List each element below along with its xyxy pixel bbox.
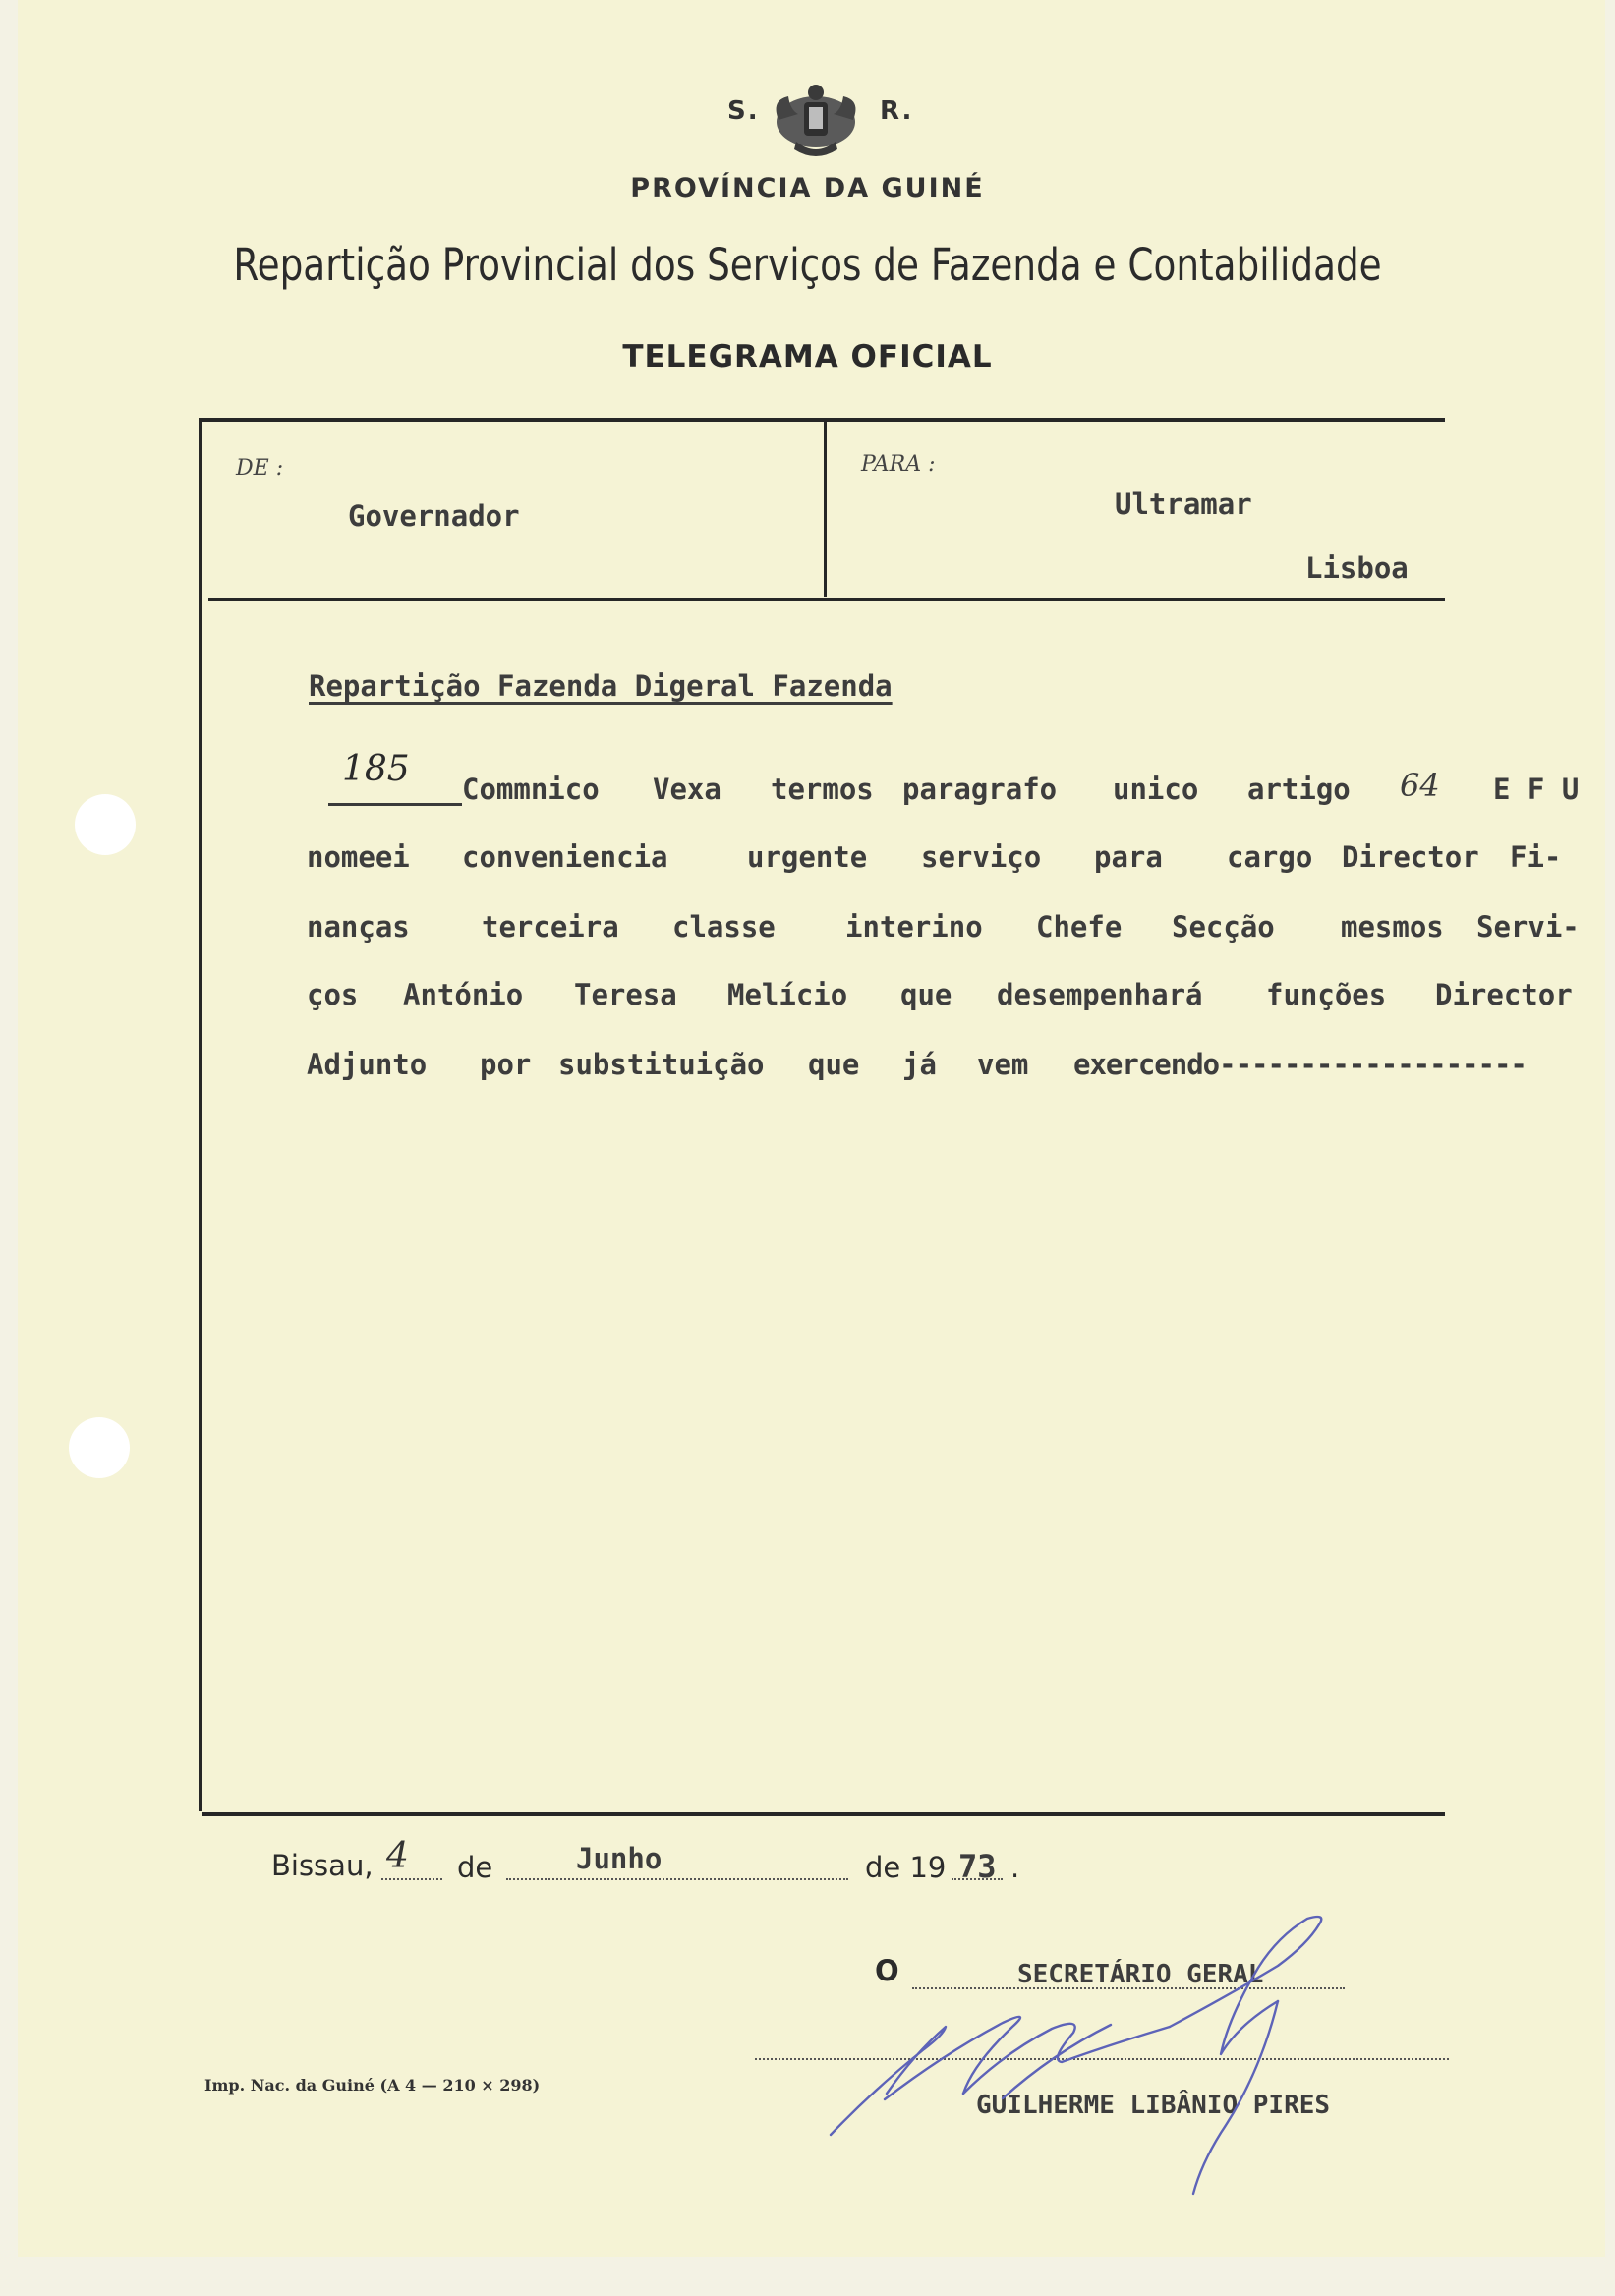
frame-left-rule	[199, 418, 202, 1811]
month-dotted-line	[506, 1878, 848, 1880]
message-word: interino	[845, 910, 983, 944]
punch-hole-bottom	[69, 1417, 130, 1478]
message-word: cargo	[1227, 840, 1313, 874]
message-line	[0, 978, 1615, 1013]
message-word: nanças	[307, 910, 410, 944]
date-month: Junho	[576, 1842, 663, 1875]
place-label: Bissau,	[271, 1849, 374, 1882]
date-year: 73	[958, 1848, 997, 1885]
routing-divider	[824, 422, 827, 597]
message-word: Servi-	[1476, 910, 1580, 944]
message-word: desempenhará	[997, 978, 1203, 1011]
message-word: Director	[1435, 978, 1573, 1011]
message-word: já	[902, 1048, 937, 1081]
frame-top-rule	[199, 418, 1445, 422]
message-word: Vexa	[653, 773, 721, 806]
message-word: que	[808, 1048, 860, 1081]
from-label: DE :	[236, 456, 284, 481]
printer-imprint: Imp. Nac. da Guiné (A 4 — 210 × 298)	[204, 2076, 541, 2095]
message-word: por	[480, 1048, 532, 1081]
message-word: Fi-	[1510, 840, 1562, 874]
from-value: Governador	[348, 499, 520, 533]
day-dotted-line	[381, 1878, 442, 1880]
to-value-city: Lisboa	[1305, 551, 1409, 585]
routing-bottom-rule	[208, 598, 1445, 601]
message-word: Secção	[1172, 910, 1275, 944]
message-word: Commnico	[462, 773, 600, 806]
message-word: António	[403, 978, 524, 1011]
message-word: substituição	[558, 1048, 765, 1081]
message-word: que	[900, 978, 952, 1011]
message-line	[0, 1048, 1615, 1083]
message-word: artigo	[1247, 773, 1351, 806]
year-dotted-line	[952, 1878, 1003, 1880]
message-word: exercendo-------------------	[1073, 1048, 1527, 1081]
signatory-prefix: O	[875, 1954, 899, 1987]
message-word: serviço	[921, 840, 1042, 874]
message-line	[0, 910, 1615, 946]
document-type: TELEGRAMA OFICIAL	[622, 339, 993, 374]
coat-of-arms-icon	[769, 81, 863, 161]
message-word: classe	[672, 910, 776, 944]
message-word: para	[1094, 840, 1163, 874]
to-label: PARA :	[861, 452, 936, 477]
message-word: mesmos	[1341, 910, 1444, 944]
message-word: conveniencia	[462, 840, 668, 874]
date-de-label: de	[457, 1851, 493, 1884]
message-word: nomeei	[307, 840, 410, 874]
message-word: E F U	[1493, 773, 1580, 806]
message-word: Adjunto	[307, 1048, 428, 1081]
message-word: urgente	[747, 840, 868, 874]
signatory-title: SECRETÁRIO GERAL	[1017, 1960, 1264, 1989]
message-word: paragrafo	[902, 773, 1058, 806]
date-period: .	[1010, 1851, 1020, 1884]
message-word: unico	[1113, 773, 1199, 806]
province-title: PROVÍNCIA DA GUINÉ	[630, 173, 985, 203]
message-word: Melício	[727, 978, 848, 1011]
office-title: Repartição Provincial dos Serviços de Fazenda e Contabilidade	[233, 239, 1382, 291]
message-word: ços	[307, 978, 359, 1011]
message-word: terceira	[482, 910, 619, 944]
message-word: Director	[1342, 840, 1479, 874]
message-word: termos	[771, 773, 874, 806]
signatory-name: GUILHERME LIBÂNIO PIRES	[976, 2091, 1331, 2120]
message-word: 64	[1400, 767, 1440, 804]
to-value: Ultramar	[1115, 488, 1252, 521]
message-line	[0, 840, 1615, 876]
state-mark-right: R.	[880, 96, 914, 126]
message-subject: Repartição Fazenda Digeral Fazenda	[309, 669, 893, 703]
handwritten-signature	[816, 1907, 1504, 2202]
message-word: funções	[1266, 978, 1387, 1011]
date-year-label: de 19	[865, 1851, 947, 1884]
frame-bottom-rule	[202, 1812, 1445, 1816]
message-word: vem	[977, 1048, 1029, 1081]
message-word: Teresa	[574, 978, 677, 1011]
state-mark-left: S.	[727, 96, 760, 126]
message-number: 185	[342, 749, 410, 789]
date-day: 4	[386, 1836, 409, 1876]
message-word: Chefe	[1036, 910, 1123, 944]
